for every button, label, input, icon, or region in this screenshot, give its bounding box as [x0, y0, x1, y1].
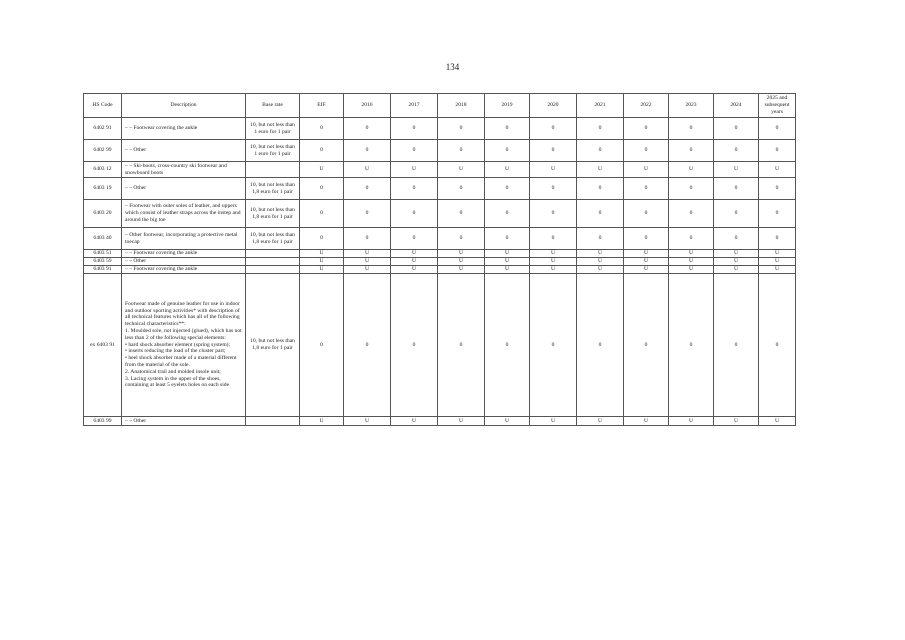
description-cell: – – Footwear covering the ankle [122, 250, 246, 258]
staging-cell: 0 [577, 274, 624, 417]
description-line: 3. Lacing system in the upper of the shoes, containing at least 5 eyelets holes on each side [125, 375, 230, 389]
hs-code-cell: 6402 99 [84, 140, 122, 162]
staging-cell: U [577, 258, 624, 266]
tariff-schedule-table [83, 93, 796, 426]
hs-code-cell: 6402 91 [84, 118, 122, 140]
staging-cell: 0 [624, 118, 669, 140]
staging-cell: U [344, 266, 391, 274]
staging-cell: U [300, 258, 344, 266]
column-header: 2024 [714, 94, 759, 118]
staging-cell: U [669, 266, 714, 274]
hs-code-cell: 6403 59 [84, 258, 122, 266]
staging-cell: 0 [624, 178, 669, 200]
staging-cell: U [714, 266, 759, 274]
staging-cell: 0 [577, 178, 624, 200]
staging-cell: 0 [438, 274, 485, 417]
base-rate-cell: 10, but not less than 1,8 euro for 1 pair [246, 228, 300, 250]
staging-cell: U [485, 417, 530, 426]
description-cell: – Footwear with outer soles of leather, and uppers which consist of leather straps across the instep and around the big toe [122, 200, 246, 228]
hs-code-cell: ex 6403 91 [84, 274, 122, 417]
staging-cell: 0 [344, 140, 391, 162]
staging-cell: U [438, 417, 485, 426]
staging-cell: U [391, 417, 438, 426]
staging-cell: U [391, 266, 438, 274]
staging-cell: 0 [300, 118, 344, 140]
column-header: 2025 and subsequent years [759, 94, 796, 118]
column-header: EIF [300, 94, 344, 118]
staging-cell: 0 [624, 274, 669, 417]
staging-cell: U [759, 258, 796, 266]
staging-cell: 0 [391, 228, 438, 250]
staging-cell: U [530, 250, 577, 258]
staging-cell: U [714, 258, 759, 266]
description-line: 1. Moulded sole, not injected (glued), which has not less than 2 of the following special elements: [125, 327, 242, 341]
column-header: 2023 [669, 94, 714, 118]
staging-cell: 0 [759, 228, 796, 250]
staging-cell: U [300, 250, 344, 258]
staging-cell: 0 [530, 274, 577, 417]
table-row [84, 200, 796, 228]
column-header: 2021 [577, 94, 624, 118]
staging-cell: 0 [714, 200, 759, 228]
base-rate-cell: 10, but not less than 1,8 euro for 1 pair [246, 274, 300, 417]
staging-cell: 0 [300, 178, 344, 200]
staging-cell: U [669, 162, 714, 178]
staging-cell: U [714, 417, 759, 426]
staging-cell: U [624, 258, 669, 266]
base-rate-cell [246, 250, 300, 258]
staging-cell: U [530, 258, 577, 266]
staging-cell: U [485, 258, 530, 266]
staging-cell: U [714, 250, 759, 258]
staging-cell: U [391, 162, 438, 178]
staging-cell: 0 [669, 200, 714, 228]
staging-cell: 0 [714, 118, 759, 140]
column-header: 2022 [624, 94, 669, 118]
staging-cell: U [624, 266, 669, 274]
staging-cell: 0 [530, 140, 577, 162]
table-row [84, 162, 796, 178]
hs-code-cell: 6403 12 [84, 162, 122, 178]
staging-cell: U [300, 417, 344, 426]
staging-cell: 0 [300, 274, 344, 417]
table-row [84, 266, 796, 274]
staging-cell: 0 [438, 200, 485, 228]
staging-cell: U [300, 162, 344, 178]
staging-cell: U [438, 266, 485, 274]
table-body [84, 118, 796, 426]
staging-cell: 0 [344, 178, 391, 200]
staging-cell: 0 [759, 140, 796, 162]
description-cell [122, 274, 246, 417]
staging-cell: 0 [485, 140, 530, 162]
staging-cell: U [577, 250, 624, 258]
column-header: 2018 [438, 94, 485, 118]
description-cell: – – Footwear covering the ankle [122, 266, 246, 274]
table-row [84, 274, 796, 417]
staging-cell: 0 [624, 200, 669, 228]
staging-cell: 0 [300, 140, 344, 162]
hs-code-cell: 6403 51 [84, 250, 122, 258]
table-row [84, 178, 796, 200]
hs-code-cell: 6403 19 [84, 178, 122, 200]
staging-cell: 0 [624, 140, 669, 162]
base-rate-cell: 10, but not less than 1,8 euro for 1 pair [246, 178, 300, 200]
base-rate-cell [246, 417, 300, 426]
staging-cell: 0 [391, 140, 438, 162]
staging-cell: U [759, 162, 796, 178]
staging-cell: 0 [669, 118, 714, 140]
staging-cell: 0 [669, 178, 714, 200]
staging-cell: U [485, 162, 530, 178]
column-header: 2016 [344, 94, 391, 118]
description-line: • heel shock absorber made of a material different from the material of the sole. [125, 355, 237, 369]
staging-cell: 0 [438, 140, 485, 162]
staging-cell: U [624, 250, 669, 258]
staging-cell: 0 [438, 118, 485, 140]
table-row [84, 118, 796, 140]
column-header: 2019 [485, 94, 530, 118]
staging-cell: U [669, 250, 714, 258]
staging-cell: U [577, 417, 624, 426]
base-rate-cell: 10, but not less than 1,8 euro for 1 pair [246, 200, 300, 228]
base-rate-cell [246, 258, 300, 266]
staging-cell: U [485, 266, 530, 274]
staging-cell: 0 [714, 228, 759, 250]
description-cell: – – Other [122, 258, 246, 266]
staging-cell: 0 [344, 200, 391, 228]
base-rate-cell: 10, but not less than 1 euro for 1 pair [246, 118, 300, 140]
staging-cell: U [344, 258, 391, 266]
staging-cell: 0 [485, 118, 530, 140]
staging-cell: 0 [391, 178, 438, 200]
staging-cell: 0 [344, 118, 391, 140]
staging-cell: 0 [391, 200, 438, 228]
staging-cell: 0 [577, 118, 624, 140]
column-header: Base rate [246, 94, 300, 118]
staging-cell: U [391, 258, 438, 266]
table-header-row [84, 94, 796, 118]
staging-cell: U [438, 250, 485, 258]
staging-cell: U [759, 266, 796, 274]
staging-cell: 0 [485, 200, 530, 228]
table-row [84, 228, 796, 250]
hs-code-cell: 6403 40 [84, 228, 122, 250]
base-rate-cell [246, 266, 300, 274]
staging-cell: U [530, 266, 577, 274]
staging-cell: U [669, 417, 714, 426]
staging-cell: 0 [714, 178, 759, 200]
staging-cell: 0 [577, 228, 624, 250]
description-line: • hard shock absorber element (spring system); [125, 341, 231, 348]
staging-cell: 0 [714, 140, 759, 162]
staging-cell: 0 [438, 228, 485, 250]
staging-cell: U [344, 250, 391, 258]
staging-cell: U [344, 417, 391, 426]
staging-cell: U [391, 250, 438, 258]
staging-cell: 0 [391, 118, 438, 140]
staging-cell: 0 [391, 274, 438, 417]
description-cell: – – Other [122, 417, 246, 426]
staging-cell: 0 [300, 200, 344, 228]
hs-code-cell: 6403 99 [84, 417, 122, 426]
description-line: 2. Anatomical trail and molded insole unit; [125, 368, 221, 375]
staging-cell: 0 [530, 178, 577, 200]
staging-cell: 0 [577, 200, 624, 228]
table-row [84, 140, 796, 162]
staging-cell: 0 [530, 200, 577, 228]
staging-cell: U [485, 250, 530, 258]
description-cell: – – Other [122, 140, 246, 162]
staging-cell: U [624, 417, 669, 426]
staging-cell: 0 [344, 274, 391, 417]
staging-cell: U [438, 162, 485, 178]
column-header: HS Code [84, 94, 122, 118]
hs-code-cell: 6403 20 [84, 200, 122, 228]
staging-cell: U [438, 258, 485, 266]
staging-cell: 0 [759, 274, 796, 417]
staging-cell: 0 [759, 118, 796, 140]
staging-cell: 0 [300, 228, 344, 250]
staging-cell: U [300, 266, 344, 274]
staging-cell: 0 [485, 228, 530, 250]
description-line: • inserts reducing the load of the cluster part; [125, 348, 226, 355]
staging-cell: U [714, 162, 759, 178]
staging-cell: U [577, 162, 624, 178]
staging-cell: 0 [485, 274, 530, 417]
page-number: 134 [445, 62, 460, 72]
staging-cell: 0 [577, 140, 624, 162]
staging-cell: 0 [669, 140, 714, 162]
staging-cell: 0 [759, 200, 796, 228]
staging-cell: 0 [669, 228, 714, 250]
description-cell: – Other footwear, incorporating a protective metal toecap [122, 228, 246, 250]
staging-cell: U [344, 162, 391, 178]
table-row [84, 250, 796, 258]
staging-cell: 0 [624, 228, 669, 250]
description-cell: – – Footwear covering the ankle [122, 118, 246, 140]
staging-cell: 0 [714, 274, 759, 417]
table-row [84, 417, 796, 426]
staging-cell: U [530, 417, 577, 426]
staging-cell: U [577, 266, 624, 274]
description-cell: – – Other [122, 178, 246, 200]
description-cell: – – Ski-boots, cross-country ski footwear and snowboard boots [122, 162, 246, 178]
staging-cell: 0 [344, 228, 391, 250]
staging-cell: U [624, 162, 669, 178]
staging-cell: 0 [530, 228, 577, 250]
staging-cell: U [759, 417, 796, 426]
staging-cell: U [759, 250, 796, 258]
column-header: 2020 [530, 94, 577, 118]
staging-cell: 0 [530, 118, 577, 140]
base-rate-cell: 10, but not less than 1 euro for 1 pair [246, 140, 300, 162]
staging-cell: U [669, 258, 714, 266]
description-line: Footwear made of genuine leather for use in indoor and outdoor sporting activities* with description of all technical features which has all of the following technical characteristics**: [125, 300, 240, 328]
staging-cell: 0 [759, 178, 796, 200]
staging-cell: 0 [669, 274, 714, 417]
table-row [84, 258, 796, 266]
staging-cell: 0 [485, 178, 530, 200]
hs-code-cell: 6403 91 [84, 266, 122, 274]
column-header: 2017 [391, 94, 438, 118]
staging-cell: 0 [438, 178, 485, 200]
staging-cell: U [530, 162, 577, 178]
column-header: Description [122, 94, 246, 118]
base-rate-cell [246, 162, 300, 178]
